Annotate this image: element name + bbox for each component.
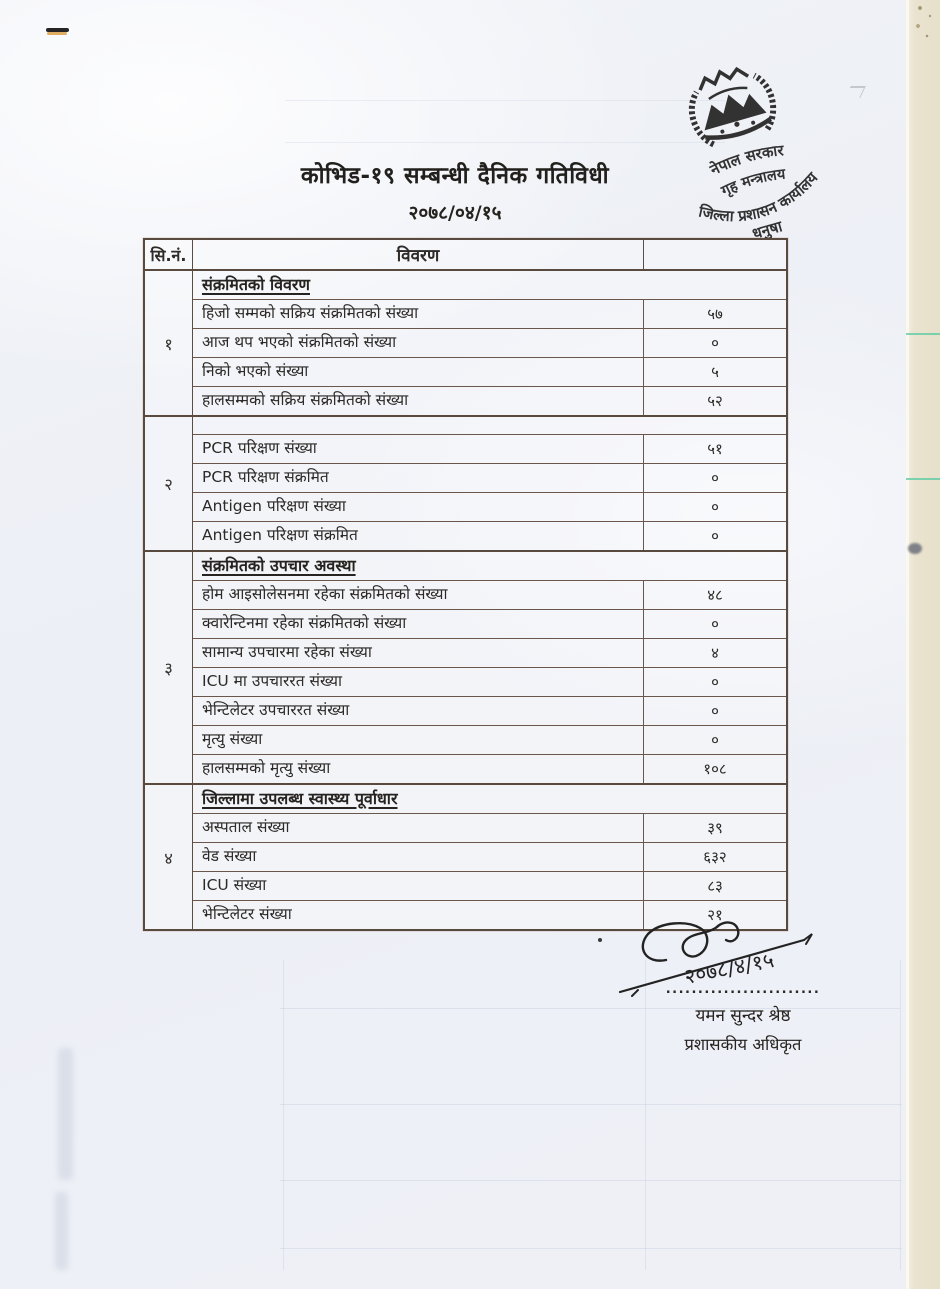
row-value: ४८ xyxy=(643,581,786,609)
row-value: ० xyxy=(643,329,786,357)
table-row xyxy=(193,328,786,357)
table-row xyxy=(193,609,786,638)
row-value: ० xyxy=(643,464,786,492)
section-heading-text: संक्रमितको विवरण xyxy=(202,274,310,294)
table-row xyxy=(193,871,786,900)
header-value xyxy=(644,240,786,269)
row-label: निको भएको संख्या xyxy=(202,362,309,381)
row-value: ५ xyxy=(643,358,786,386)
row-label: वेड संख्या xyxy=(202,847,257,866)
section-rows xyxy=(193,271,786,415)
section-heading-label xyxy=(193,271,786,299)
serial-number: ३ xyxy=(145,552,193,783)
row-value: ५७ xyxy=(643,300,786,328)
serial-number: १ xyxy=(145,271,193,415)
section-heading-text: संक्रमितको उपचार अवस्था xyxy=(202,555,356,575)
row-value: ५१ xyxy=(643,435,786,463)
section-rows xyxy=(193,417,786,550)
row-value: ८३ xyxy=(643,872,786,900)
nepal-emblem-icon xyxy=(683,64,780,148)
table-row xyxy=(193,521,786,550)
row-label: क्वारेन्टिनमा रहेका संक्रमितको संख्या xyxy=(202,614,407,633)
section-heading-text: जिल्लामा उपलब्ध स्वास्थ्य पूर्वाधार xyxy=(202,788,398,808)
row-value: ० xyxy=(643,522,786,550)
row-value: ० xyxy=(643,726,786,754)
document-title: कोभिड-१९ सम्बन्धी दैनिक गतिविधी xyxy=(300,163,610,189)
row-label: ICU मा उपचाररत संख्या xyxy=(202,672,343,691)
bleedthrough-text xyxy=(58,1048,73,1180)
staple-mark xyxy=(46,28,69,32)
row-value: ० xyxy=(643,668,786,696)
signatory-name: यमन सुन्दर श्रेष्ठ xyxy=(695,1006,791,1026)
section-rows xyxy=(193,785,786,929)
table-section xyxy=(145,552,786,785)
table-row xyxy=(193,754,786,783)
signature-dotted-line: ........................ xyxy=(665,982,821,997)
table-row xyxy=(193,299,786,328)
row-value: २१ xyxy=(643,901,786,929)
row-value: ४ xyxy=(643,639,786,667)
section-heading-row xyxy=(193,785,786,813)
stamp-office-text: जिल्ला प्रशासन कार्यालय xyxy=(697,168,822,226)
row-value: ५२ xyxy=(643,387,786,415)
document-date: २०७८/०४/१५ xyxy=(408,202,502,224)
row-label: ICU संख्या xyxy=(202,876,267,895)
row-value: ६३२ xyxy=(643,843,786,871)
row-value: ३९ xyxy=(643,814,786,842)
stamp-government-text: नेपाल सरकार xyxy=(707,141,785,179)
bleedthrough-line xyxy=(283,960,284,1270)
stamp-ministry-text: गृह मन्त्रालय xyxy=(719,166,787,200)
section-heading-row xyxy=(193,271,786,299)
office-stamp xyxy=(642,64,878,260)
table-row xyxy=(193,357,786,386)
row-label: सामान्य उपचारमा रहेका संख्या xyxy=(202,643,372,662)
table-row xyxy=(193,725,786,754)
covid-table xyxy=(143,238,788,931)
row-value: १०८ xyxy=(643,755,786,783)
row-label: अस्पताल संख्या xyxy=(202,818,290,837)
separator-row xyxy=(193,417,786,434)
row-label: मृत्यु संख्या xyxy=(202,730,263,749)
covid-table-body xyxy=(145,271,786,929)
table-row xyxy=(193,842,786,871)
table-row xyxy=(193,667,786,696)
section-heading-label xyxy=(193,552,786,580)
table-header-row xyxy=(145,240,786,271)
bleedthrough-line xyxy=(900,960,901,1270)
scan-edge-strip xyxy=(906,0,940,1289)
bleedthrough-line xyxy=(280,1104,902,1105)
row-label: PCR परिक्षण संक्रमित xyxy=(202,468,329,487)
table-row xyxy=(193,813,786,842)
bleedthrough-line xyxy=(280,1180,902,1181)
signature-handwritten-date: २०७८/४/१५ xyxy=(682,948,776,989)
stamp-district-text: धनुषा xyxy=(750,217,785,243)
section-heading-label xyxy=(193,785,786,813)
row-label: आज थप भएको संक्रमितको संख्या xyxy=(202,333,397,352)
row-label: भेन्टिलेटर संख्या xyxy=(202,905,292,924)
header-serial: सि.नं. xyxy=(145,240,193,269)
edge-smudge xyxy=(908,543,922,554)
table-section xyxy=(145,417,786,552)
edge-green-mark xyxy=(906,333,940,335)
row-label: Antigen परिक्षण संख्या xyxy=(202,497,346,516)
signatory-designation: प्रशासकीय अधिकृत xyxy=(684,1035,802,1054)
edge-speckles xyxy=(912,2,938,48)
section-heading-row xyxy=(193,552,786,580)
row-label: हिजो सम्मको सक्रिय संक्रमितको संख्या xyxy=(202,304,419,323)
table-row xyxy=(193,696,786,725)
stamp-graphic xyxy=(642,64,878,260)
row-value: ० xyxy=(643,697,786,725)
row-value: ० xyxy=(643,610,786,638)
row-label: होम आइसोलेसनमा रहेका संक्रमितको संख्या xyxy=(202,585,448,604)
row-label: Antigen परिक्षण संक्रमित xyxy=(202,526,358,545)
table-row xyxy=(193,463,786,492)
row-label: PCR परिक्षण संख्या xyxy=(202,439,317,458)
table-row xyxy=(193,492,786,521)
table-row xyxy=(193,434,786,463)
bleedthrough-line xyxy=(280,1248,902,1249)
edge-green-mark xyxy=(906,478,940,480)
header-details: विवरण xyxy=(193,240,644,269)
table-row xyxy=(193,580,786,609)
row-label: हालसम्मको मृत्यु संख्या xyxy=(202,759,331,778)
table-section xyxy=(145,271,786,417)
row-label: हालसम्मको सक्रिय संक्रमितको संख्या xyxy=(202,391,409,410)
section-rows xyxy=(193,552,786,783)
table-row xyxy=(193,386,786,415)
table-row xyxy=(193,638,786,667)
table-section xyxy=(145,785,786,929)
ink-dot xyxy=(598,938,602,942)
row-value: ० xyxy=(643,493,786,521)
serial-number: २ xyxy=(145,417,193,550)
edge-highlight xyxy=(906,0,909,1289)
bleedthrough-text xyxy=(55,1192,68,1270)
serial-number: ४ xyxy=(145,785,193,929)
row-label: भेन्टिलेटर उपचाररत संख्या xyxy=(202,701,350,720)
